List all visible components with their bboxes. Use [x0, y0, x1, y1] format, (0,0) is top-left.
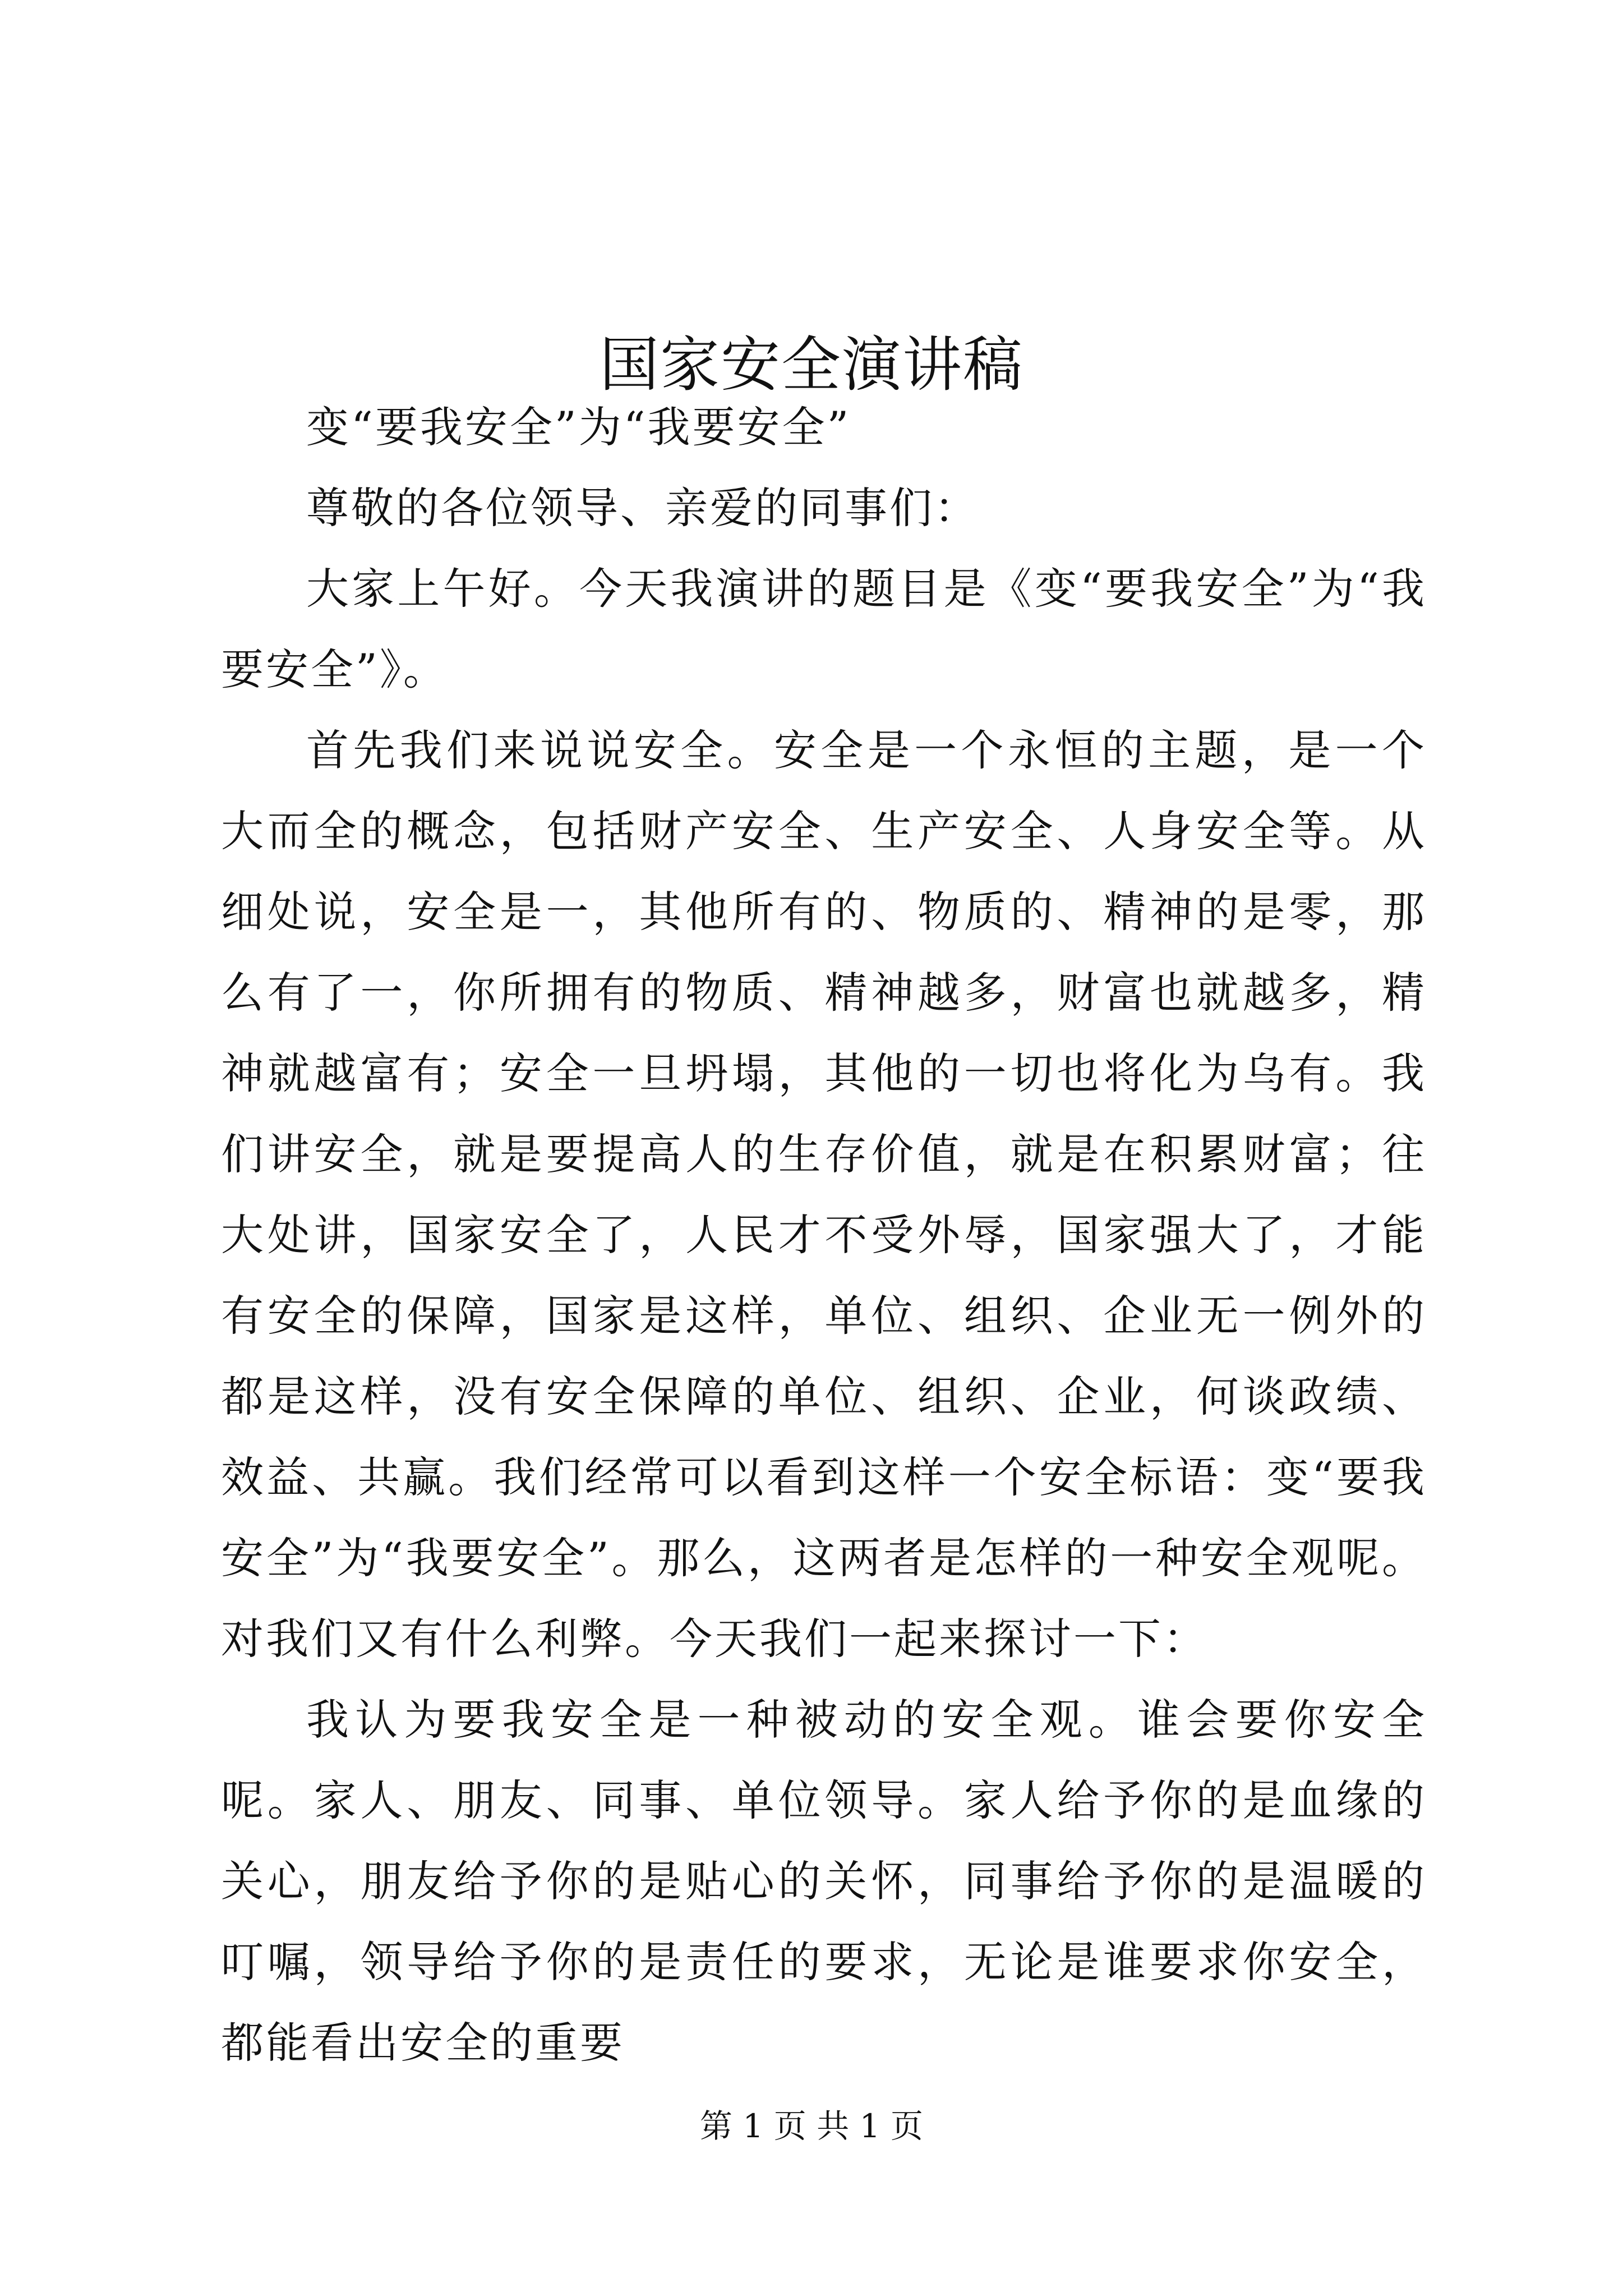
document-title: 国家安全演讲稿 — [600, 330, 1023, 400]
paragraph-subtitle: 变“要我安全”为“我要安全” — [306, 402, 851, 452]
paragraph-greeting: 大家上午好。今天我演讲的题目是《变“要我安全”为“我要安全”》。 — [221, 564, 1427, 694]
paragraph-body-2: 我认为要我安全是一种被动的安全观。谁会要你安全呢。家人、朋友、同事、单位领导。家人给予你的是血缘的关心，朋友给予你的是贴心的关怀，同事给予你的是温暖的叮嘱，领导给予你的是责任的要求，无论是谁要求你安全，都能看出安全的重要 — [221, 1695, 1427, 2068]
paragraph-body-1: 首先我们来说说安全。安全是一个永恒的主题，是一个大而全的概念，包括财产安全、生产安全、人身安全等。从细处说，安全是一，其他所有的、物质的、精神的是零，那么有了一，你所拥有的物质、精神越多，财富也就越多，精神就越富有；安全一旦坍塌，其他的一切也将化为乌有。我们讲安全，就是要提高人的生存价值，就是在积累财富；往大处讲，国家安全了，人民才不受外辱，国家强大了，才能有安全的保障，国家是这样，单位、组织、企业无一例外的都是这样，没有安全保障的单位、组织、企业，何谈政绩、效益、共赢。我们经常可以看到这样一个安全标语：变“要我安全”为“我要安全”。那么，这两者是怎样的一种安全观呢。对我们又有什么利弊。今天我们一起来探讨一下： — [221, 725, 1427, 1664]
document-body — [221, 387, 1427, 2083]
page-footer: 第 1 页 共 1 页 — [700, 2107, 923, 2145]
paragraph-salutation: 尊敬的各位领导、亲爱的同事们： — [306, 483, 979, 533]
